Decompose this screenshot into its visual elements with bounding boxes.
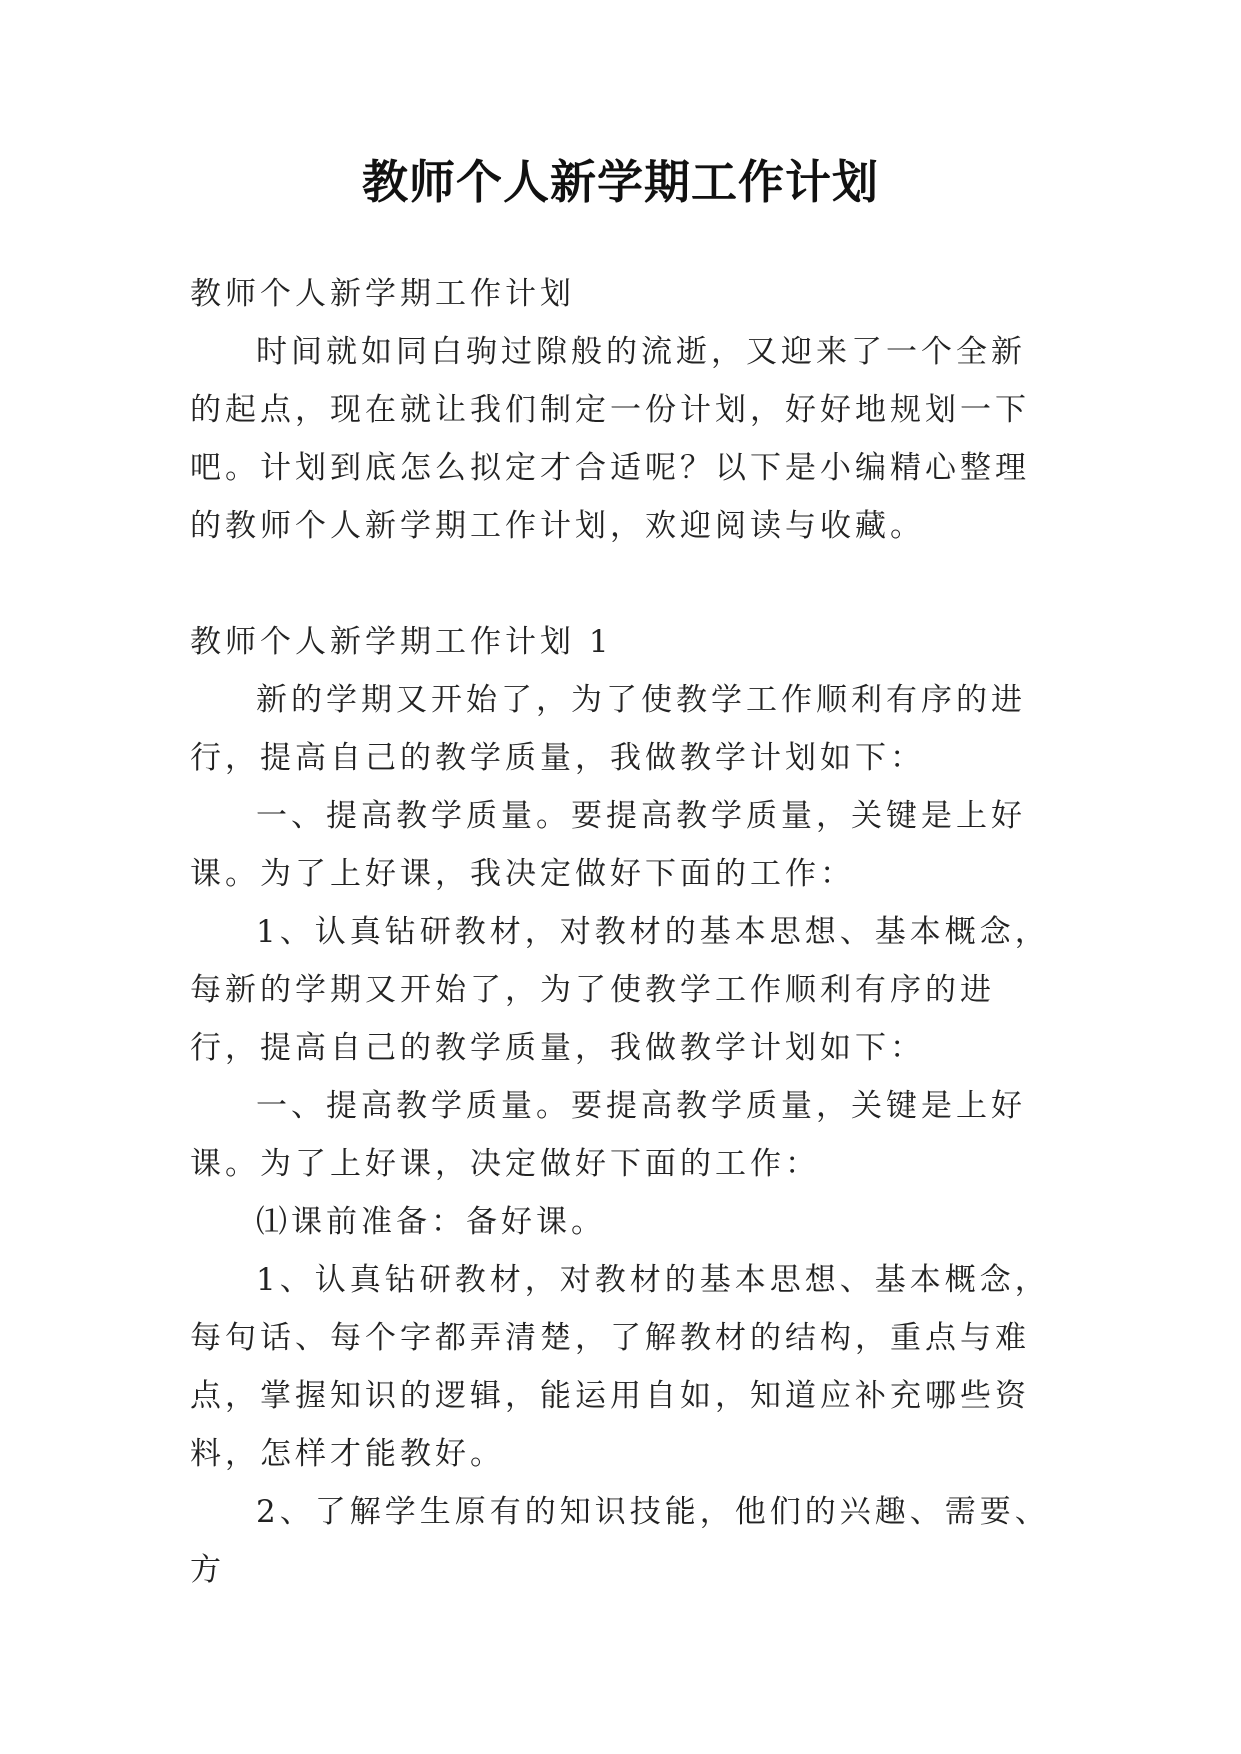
document-title: 教师个人新学期工作计划 <box>362 155 879 209</box>
body-paragraph: 一、提高教学质量。要提高教学质量，关键是上好课。为了上好课，决定做好下面的工作： <box>190 1088 1026 1182</box>
body-paragraph: 1、认真钻研教材，对教材的基本思想、基本概念，每句话、每个字都弄清楚，了解教材的结构，重点与难点，掌握知识的逻辑，能运用自如，知道应补充哪些资料，怎样才能教好。 <box>190 1262 1050 1472</box>
body-paragraph: 一、提高教学质量。要提高教学质量，关键是上好课。为了上好课，我决定做好下面的工作： <box>190 798 1026 892</box>
body-paragraph: ⑴课前准备：备好课。 <box>256 1204 606 1240</box>
body-paragraph: 2、了解学生原有的知识技能，他们的兴趣、需要、方 <box>190 1494 1050 1588</box>
body-paragraph: 新的学期又开始了，为了使教学工作顺利有序的进行，提高自己的教学质量，我做教学计划如下： <box>190 682 1026 776</box>
document-body <box>190 265 1050 1599</box>
paragraph-spacer <box>190 555 1050 613</box>
section-heading: 教师个人新学期工作计划 1 <box>190 624 613 660</box>
body-paragraph: 1、认真钻研教材，对教材的基本思想、基本概念，每新的学期又开始了，为了使教学工作顺利有序的进行，提高自己的教学质量，我做教学计划如下： <box>190 914 1050 1066</box>
subtitle-paragraph: 教师个人新学期工作计划 <box>190 276 575 312</box>
intro-paragraph: 时间就如同白驹过隙般的流逝，又迎来了一个全新的起点，现在就让我们制定一份计划，好好地规划一下吧。计划到底怎么拟定才合适呢？以下是小编精心整理的教师个人新学期工作计划，欢迎阅读与收藏。 <box>190 334 1030 544</box>
